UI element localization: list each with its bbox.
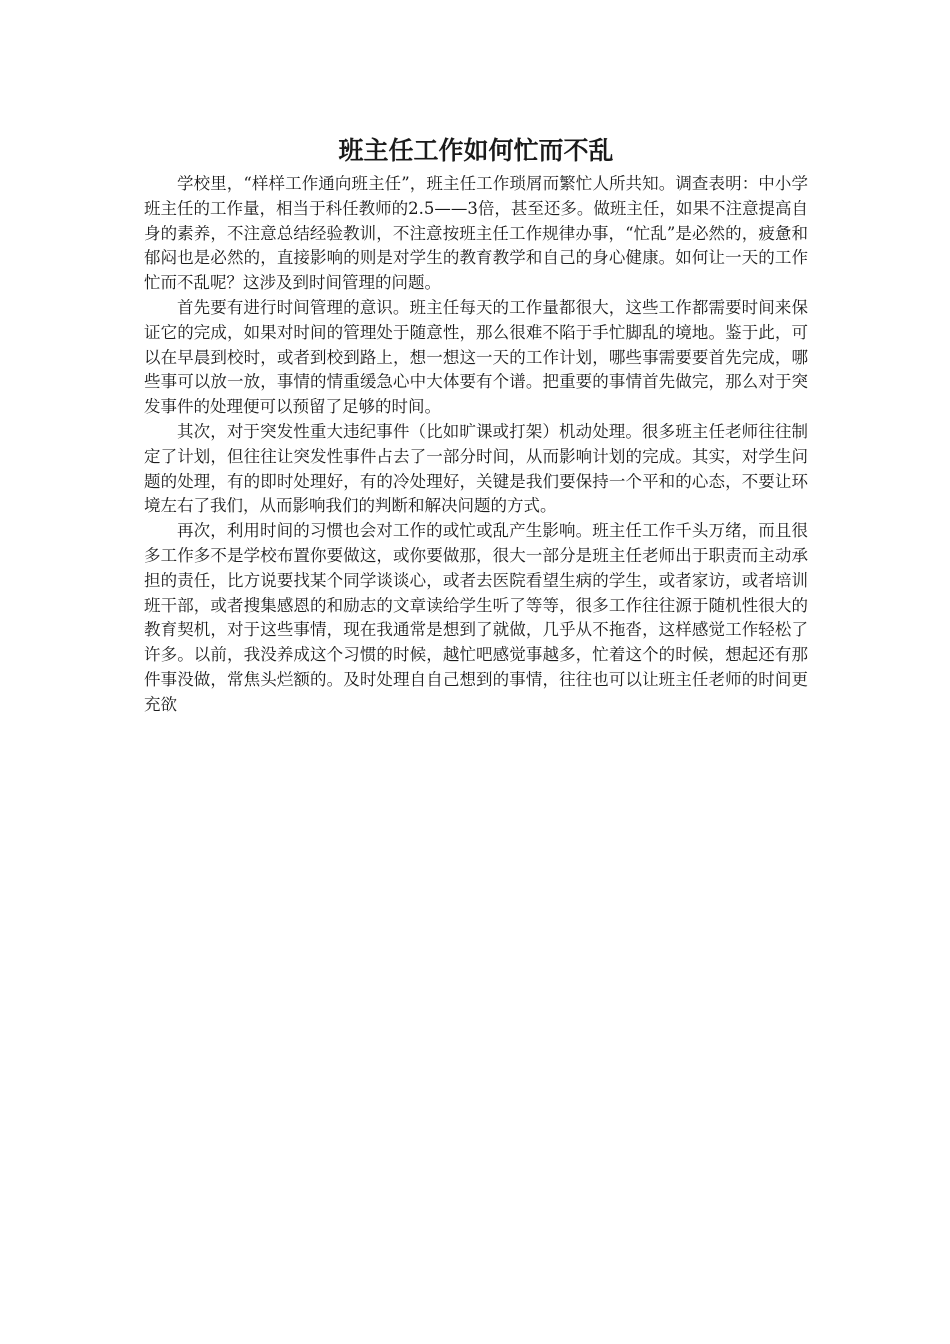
document-body xyxy=(144,132,808,718)
paragraph-second-point: 其次，对于突发性重大违纪事件（比如旷课或打架）机动处理。很多班主任老师往往制定了计划，但往往让突发性事件占去了一部分时间，从而影响计划的完成。其实，对学生问题的处理，有的即时处理好，有的冷处理好，关键是我们要保持一个平和的心态，不要让环境左右了我们，从而影响我们的判断和解决问题的方式。 xyxy=(144,421,808,516)
paragraph-intro: 学校里，“样样工作通向班主任”，班主任工作琐屑而繁忙人所共知。调查表明：中小学班主任的工作量，相当于科任教师的2.5——3倍，甚至还多。做班主任，如果不注意提高自身的素养，不注意总结经验教训，不注意按班主任工作规律办事，“忙乱”是必然的，疲惫和郁闷也是必然的，直接影响的则是对学生的教育教学和自己的身心健康。如何让一天的工作忙而不乱呢？这涉及到时间管理的问题。 xyxy=(144,174,808,293)
paragraph-third-point: 再次，利用时间的习惯也会对工作的或忙或乱产生影响。班主任工作千头万绪，而且很多工作多不是学校布置你要做这，或你要做那，很大一部分是班主任老师出于职责而主动承担的责任，比方说要找某个同学谈谈心，或者去医院看望生病的学生，或者家访，或者培训班干部，或者搜集感恩的和励志的文章读给学生听了等等，很多工作往往源于随机性很大的教育契机，对于这些事情，现在我通常是想到了就做，几乎从不拖沓，这样感觉工作轻松了许多。以前，我没养成这个习惯的时候，越忙吧感觉事越多，忙着这个的时候，想起还有那件事没做，常焦头烂额的。及时处理自自己想到的事情，往往也可以让班主任老师的时间更充欲 xyxy=(144,521,808,714)
document-title: 班主任工作如何忙而不乱 xyxy=(338,136,614,165)
paragraph-first-point: 首先要有进行时间管理的意识。班主任每天的工作量都很大，这些工作都需要时间来保证它的完成，如果对时间的管理处于随意性，那么很难不陷于手忙脚乱的境地。鉴于此，可以在早晨到校时，或者到校到路上，想一想这一天的工作计划，哪些事需要要首先完成，哪些事可以放一放，事情的情重缓急心中大体要有个谱。把重要的事情首先做完，那么对于突发事件的处理便可以预留了足够的时间。 xyxy=(144,297,808,417)
